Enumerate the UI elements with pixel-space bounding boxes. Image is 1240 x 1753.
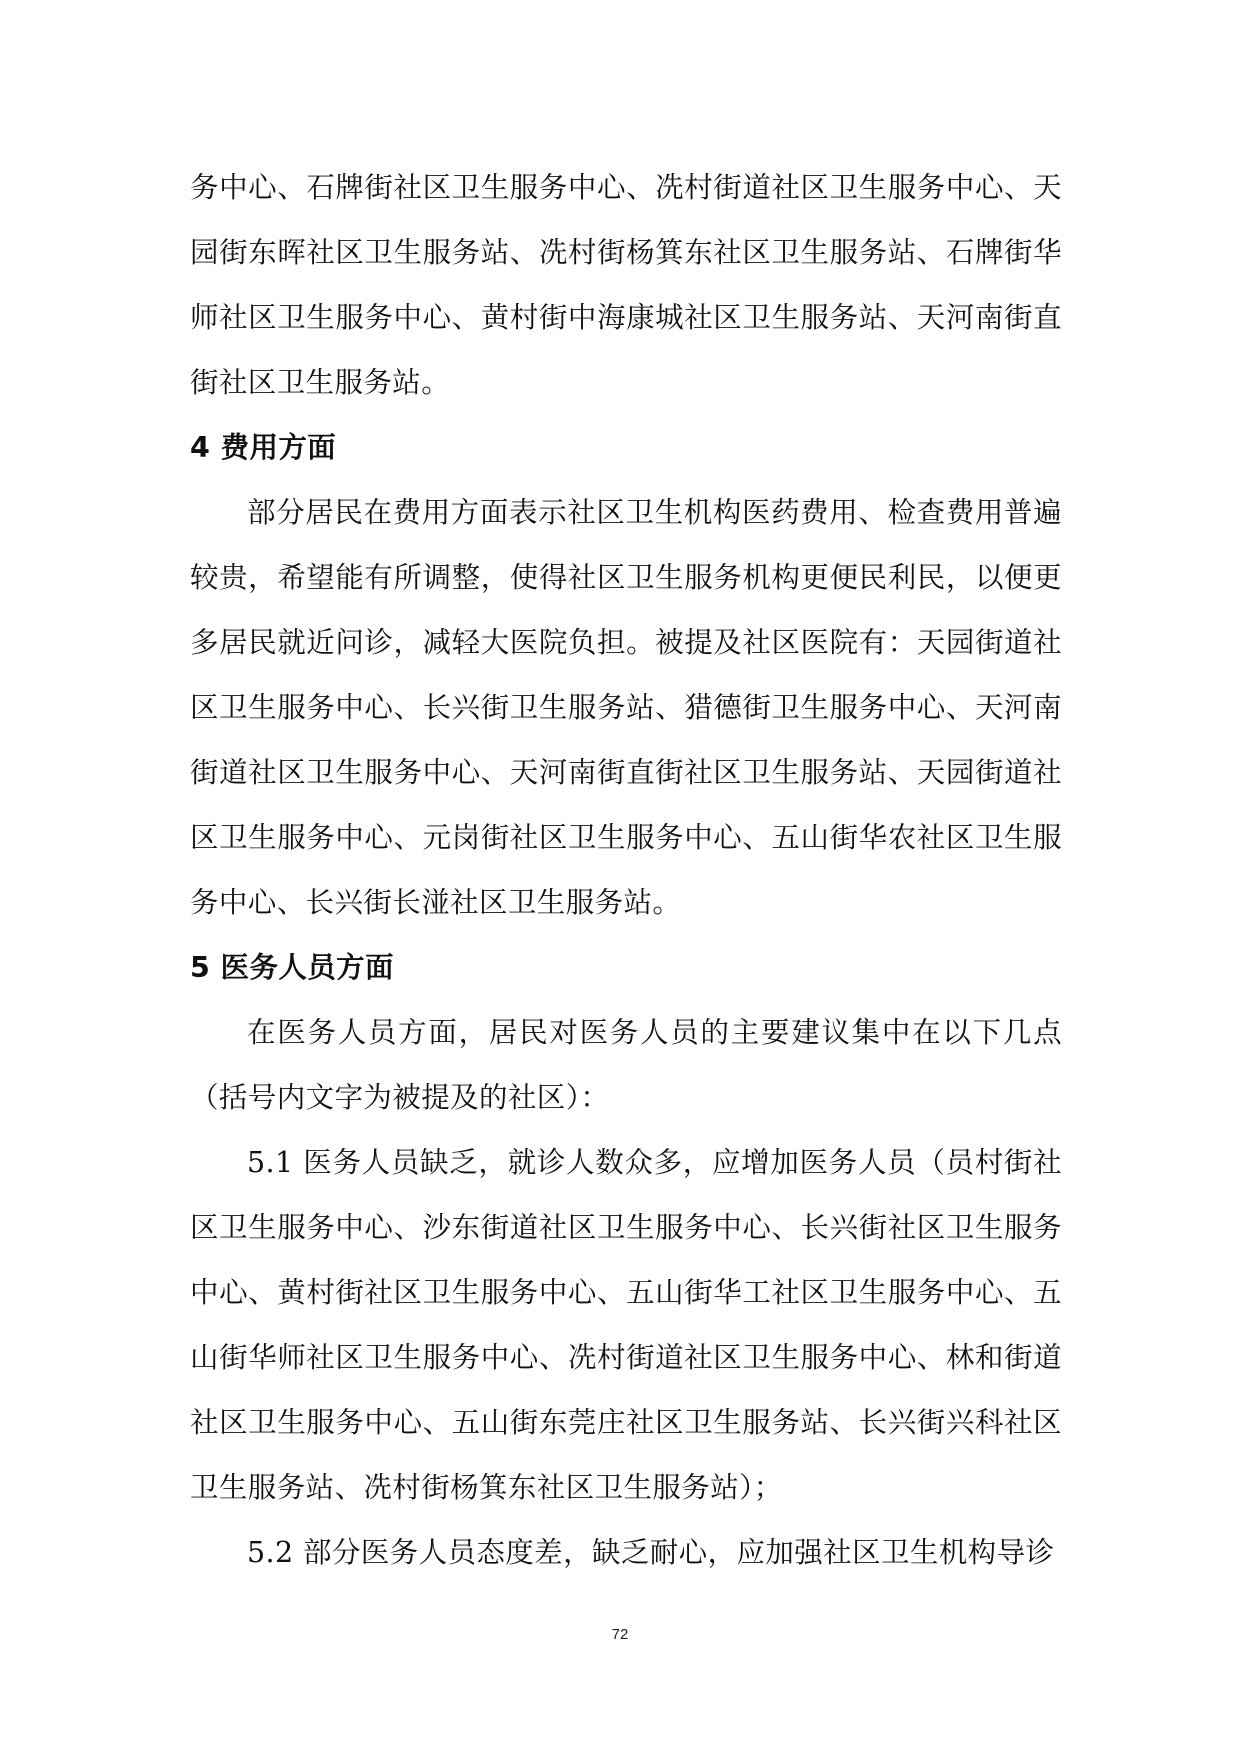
section-heading-medical-staff: 5 医务人员方面 <box>190 951 394 984</box>
paragraph-staff-attitude: 5.2 部分医务人员态度差，缺乏耐心，应加强社区卫生机构导诊 <box>247 1536 1055 1569</box>
section-heading-fees: 4 费用方面 <box>190 431 337 464</box>
paragraph-continuation: 务中心、石牌街社区卫生服务中心、冼村街道社区卫生服务中心、天园街东晖社区卫生服务站、冼村街杨箕东社区卫生服务站、石牌街华师社区卫生服务中心、黄村街中海康城社区卫生服务站、天河南街直街社区卫生服务站。 <box>190 171 1062 399</box>
page-number: 72 <box>611 1626 629 1643</box>
paragraph-staff-shortage: 5.1 医务人员缺乏，就诊人数众多，应增加医务人员（员村街社区卫生服务中心、沙东街道社区卫生服务中心、长兴街社区卫生服务中心、黄村街社区卫生服务中心、五山街华工社区卫生服务中心、五山街华师社区卫生服务中心、冼村街道社区卫生服务中心、林和街道社区卫生服务中心、五山街东莞庄社区卫生服务站、长兴街兴科社区卫生服务站、冼村街杨箕东社区卫生服务站）； <box>190 1146 1062 1504</box>
paragraph-staff-intro: 在医务人员方面，居民对医务人员的主要建议集中在以下几点（括号内文字为被提及的社区）： <box>190 1016 1062 1114</box>
paragraph-fees: 部分居民在费用方面表示社区卫生机构医药费用、检查费用普遍较贵，希望能有所调整，使得社区卫生服务机构更便民利民，以便更多居民就近问诊，减轻大医院负担。被提及社区医院有：天园街道社区卫生服务中心、长兴街卫生服务站、猎德街卫生服务中心、天河南街道社区卫生服务中心、天河南街直街社区卫生服务站、天园街道社区卫生服务中心、元岗街社区卫生服务中心、五山街华农社区卫生服务中心、长兴街长湴社区卫生服务站。 <box>190 496 1062 919</box>
document-body <box>190 155 1062 1585</box>
